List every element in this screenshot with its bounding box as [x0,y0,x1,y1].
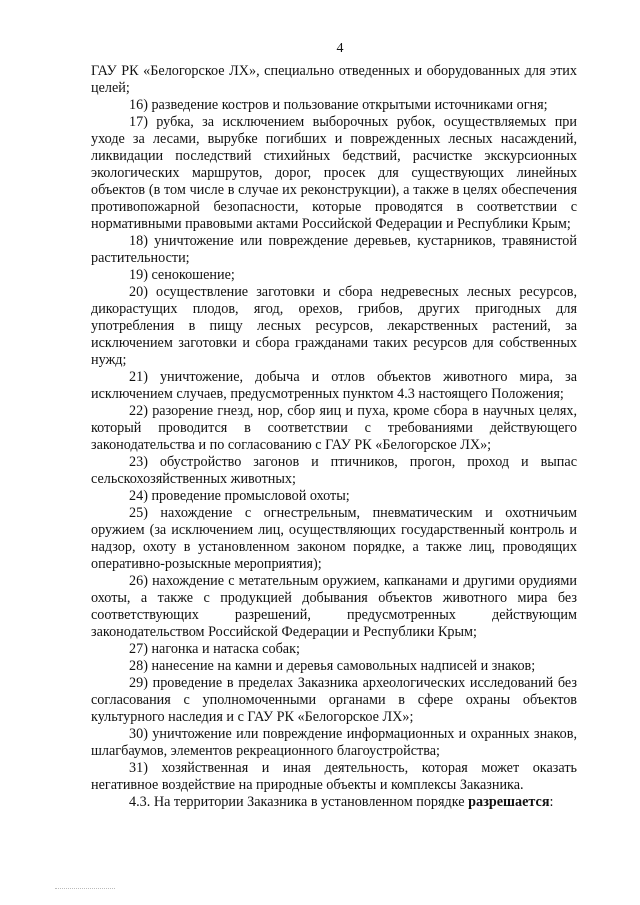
paragraph: 28) нанесение на камни и деревья самовольных надписей и знаков; [129,658,536,674]
page-number: 4 [336,41,344,56]
final-text: 4.3. На территории Заказника в установленном порядке [129,794,469,810]
paragraph-final [91,794,577,811]
paragraph: ГАУ РК «Белогорское ЛХ», специально отведенных и оборудованных для этих целей; [91,63,577,96]
final-bold-word: разрешается [468,794,550,810]
paragraph: 22) разорение гнезд, нор, сбор яиц и пуха, кроме сбора в научных целях, который проводится в соответствии с требованиями действующего законодательства и по согласованию с ГАУ РК «Белогорское ЛХ»; [91,403,577,453]
paragraph: 31) хозяйственная и иная деятельность, которая может оказать негативное воздействие на природные объекты и комплексы Заказника. [91,760,577,793]
final-tail: : [549,794,554,810]
paragraph: 30) уничтожение или повреждение информационных и охранных знаков, шлагбаумов, элементов рекреационного благоустройства; [91,726,577,759]
paragraph: 21) уничтожение, добыча и отлов объектов животного мира, за исключением случаев, предусмотренных пунктом 4.3 настоящего Положения; [91,369,577,402]
paragraph: 24) проведение промысловой охоты; [129,488,350,504]
document-body [91,63,577,811]
paragraph: 27) нагонка и натаска собак; [129,641,300,657]
footer-mark [55,888,115,889]
paragraph: 18) уничтожение или повреждение деревьев, кустарников, травянистой растительности; [91,233,577,266]
paragraph: 26) нахождение с метательным оружием, капканами и другими орудиями охоты, а также с продукцией добывания объектов животного мира без соответствующих разрешений, предусмотренных действующим законодательством Российской Федерации и Республики Крым; [91,573,577,640]
paragraph: 20) осуществление заготовки и сбора недревесных лесных ресурсов, дикорастущих плодов, ягод, орехов, грибов, других пригодных для употребления в пищу лесных ресурсов, лекарственных растений, за исключением заготовки и сбора гражданами таких ресурсов для собственных нужд; [91,284,577,368]
paragraph: 19) сенокошение; [129,267,235,283]
paragraph: 29) проведение в пределах Заказника археологических исследований без согласования с уполномоченными органами в сфере охраны объектов культурного наследия и с ГАУ РК «Белогорское ЛХ»; [91,675,577,725]
paragraph: 25) нахождение с огнестрельным, пневматическим и охотничьим оружием (за исключением лиц, осуществляющих государственный контроль и надзор, охоту в установленном законом порядке, а также лиц, проводящих оперативно-розыскные мероприятия); [91,505,577,572]
paragraph: 16) разведение костров и пользование открытыми источниками огня; [129,97,548,113]
paragraph: 17) рубка, за исключением выборочных рубок, осуществляемых при уходе за лесами, вырубке погибших и поврежденных лесных насаждений, ликвидации последствий стихийных бедствий, расчистке экскурсионных экологических маршрутов, дорог, просек для существующих линейных объектов (в том числе в случае их реконструкции), а также в целях обеспечения противопожарной безопасности, которые проводятся в соответствии с нормативными правовыми актами Российской Федерации и Республики Крым; [91,114,577,232]
paragraph: 23) обустройство загонов и птичников, прогон, проход и выпас сельскохозяйственных животных; [91,454,577,487]
